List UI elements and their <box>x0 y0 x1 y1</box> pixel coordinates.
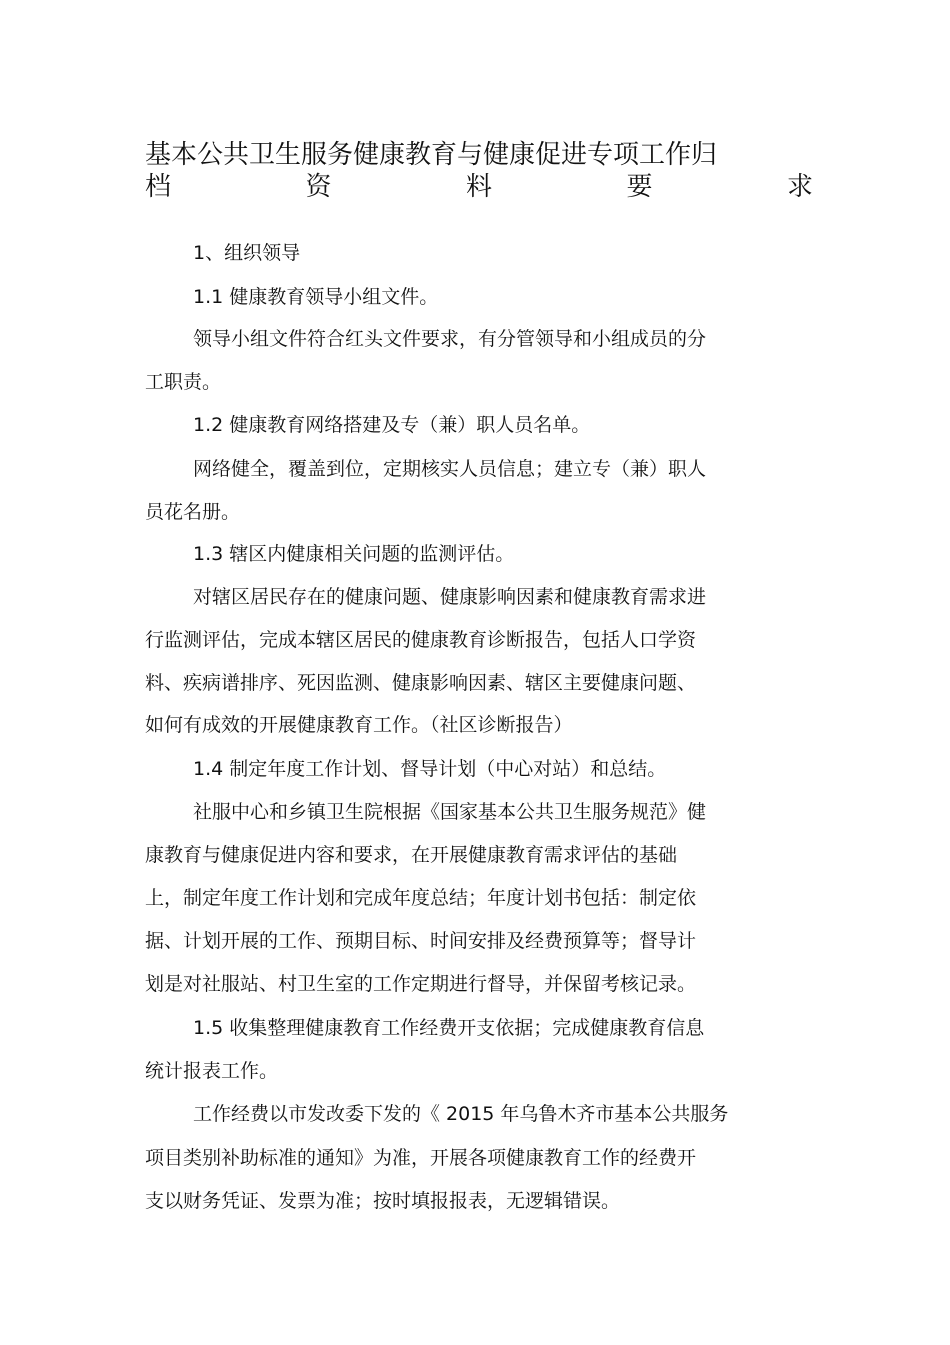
title-char: 要 <box>626 172 653 202</box>
title-char: 料 <box>465 172 492 202</box>
subsection-heading: 1.3 辖区内健康相关问题的监测评估。 <box>193 543 515 565</box>
paragraph-line: 康教育与健康促进内容和要求，在开展健康教育需求评估的基础 <box>145 844 678 866</box>
title-char: 求 <box>786 172 813 202</box>
paragraph-line: 划是对社服站、村卫生室的工作定期进行督导，并保留考核记录。 <box>145 973 697 995</box>
subsection-heading: 1.1 健康教育领导小组文件。 <box>193 286 439 308</box>
paragraph-line: 行监测评估，完成本辖区居民的健康教育诊断报告，包括人口学资 <box>145 629 697 651</box>
paragraph-line: 项目类别补助标准的通知》为准，开展各项健康教育工作的经费开 <box>145 1147 697 1169</box>
paragraph-line: 员花名册。 <box>145 501 241 523</box>
paragraph-line: 据、计划开展的工作、预期目标、时间安排及经费预算等；督导计 <box>145 930 697 952</box>
paragraph-line: 支以财务凭证、发票为准；按时填报报表，无逻辑错误。 <box>145 1190 621 1212</box>
paragraph-line: 上，制定年度工作计划和完成年度总结；年度计划书包括：制定依 <box>145 887 697 909</box>
subsection-heading: 1.2 健康教育网络搭建及专（兼）职人员名单。 <box>193 414 591 436</box>
paragraph-line: 领导小组文件符合红头文件要求，有分管领导和小组成员的分 <box>193 328 707 350</box>
paragraph-line: 工作经费以市发改委下发的《 2015 年乌鲁木齐市基本公共服务 <box>193 1103 729 1125</box>
title-char: 资 <box>305 172 332 202</box>
paragraph-line: 社服中心和乡镇卫生院根据《国家基本公共卫生服务规范》健 <box>193 801 707 823</box>
section-heading: 1、组织领导 <box>193 242 301 264</box>
subsection-heading: 1.5 收集整理健康教育工作经费开支依据；完成健康教育信息 <box>193 1017 705 1039</box>
title-char: 档 <box>145 172 172 202</box>
paragraph-line: 如何有成效的开展健康教育工作。（社区诊断报告） <box>145 714 573 736</box>
paragraph-line: 对辖区居民存在的健康问题、健康影响因素和健康教育需求进 <box>193 586 707 608</box>
paragraph-line: 统计报表工作。 <box>145 1060 279 1082</box>
subsection-heading: 1.4 制定年度工作计划、督导计划（中心对站）和总结。 <box>193 758 667 780</box>
paragraph-line: 网络健全，覆盖到位，定期核实人员信息；建立专（兼）职人 <box>193 458 707 480</box>
document-title-line-1: 基本公共卫生服务健康教育与健康促进专项工作归 <box>145 140 718 170</box>
paragraph-line: 工职责。 <box>145 371 222 393</box>
document-title-line-2 <box>145 170 813 204</box>
paragraph-line: 料、疾病谱排序、死因监测、健康影响因素、辖区主要健康问题、 <box>145 672 697 694</box>
